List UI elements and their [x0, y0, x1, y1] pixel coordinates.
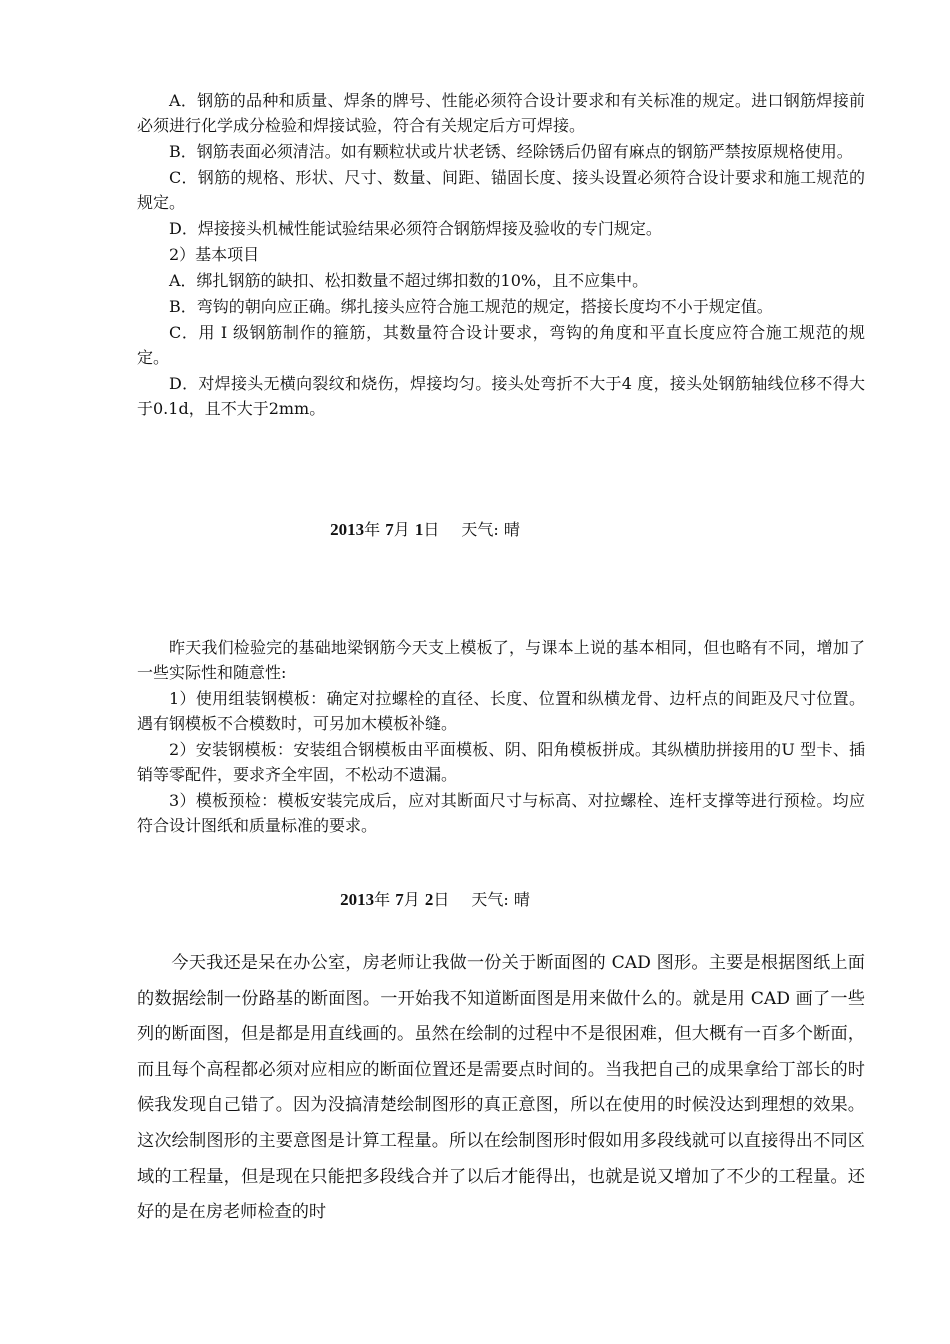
date-year-unit: 年	[364, 520, 381, 539]
paragraph: 昨天我们检验完的基础地梁钢筋今天支上模板了，与课本上说的基本相同，但也略有不同，增加了一些实际性和随意性:	[137, 638, 865, 682]
weather-value: 晴	[513, 890, 530, 909]
date-year-unit: 年	[374, 890, 391, 909]
paragraph: D．对焊接头无横向裂纹和烧伤，焊接均匀。接头处弯折不大于4 度，接头处钢筋轴线位移不得大于0.1d，且不大于2mm。	[137, 374, 865, 418]
paragraph: B．钢筋表面必须清洁。如有颗粒状或片状老锈、经除锈后仍留有麻点的钢筋严禁按原规格使用。	[169, 142, 853, 161]
cad-diary-section	[137, 946, 865, 1231]
formwork-diary-section	[137, 635, 865, 839]
date-day-unit: 日	[433, 890, 450, 909]
diary-date-heading	[0, 890, 950, 910]
date-month-unit: 月	[393, 520, 410, 539]
paragraph: 3）模板预检：模板安装完成后，应对其断面尺寸与标高、对拉螺栓、连杆支撑等进行预检。均应符合设计图纸和质量标准的要求。	[137, 791, 865, 835]
date-year: 2013	[330, 520, 365, 539]
inspection-standards-section	[137, 88, 865, 422]
paragraph: B．弯钩的朝向应正确。绑扎接头应符合施工规范的规定，搭接长度均不小于规定值。	[169, 297, 773, 316]
date-month: 7	[395, 890, 404, 909]
date-day: 1	[414, 520, 424, 539]
paragraph: 2）基本项目	[169, 245, 260, 264]
paragraph: C．用 I 级钢筋制作的箍筋，其数量符合设计要求，弯钩的角度和平直长度应符合施工规范的规定。	[137, 323, 865, 367]
date-day-unit: 日	[423, 520, 440, 539]
date-month-unit: 月	[403, 890, 420, 909]
date-day: 2	[424, 890, 434, 909]
paragraph: 1）使用组装钢模板：确定对拉螺栓的直径、长度、位置和纵横龙骨、边杆点的间距及尺寸位置。遇有钢模板不合模数时，可另加木模板补缝。	[137, 689, 865, 733]
paragraph: 2）安装钢模板：安装组合钢模板由平面模板、阴、阳角模板拼成。其纵横肋拼接用的U 型卡、插销等零配件，要求齐全牢固，不松动不遗漏。	[137, 740, 865, 784]
date-month: 7	[385, 520, 394, 539]
weather-value: 晴	[503, 520, 520, 539]
diary-date-heading	[0, 520, 950, 540]
weather-label: 天气:	[471, 890, 509, 909]
paragraph: A．钢筋的品种和质量、焊条的牌号、性能必须符合设计要求和有关标准的规定。进口钢筋焊接前必须进行化学成分检验和焊接试验，符合有关规定后方可焊接。	[137, 91, 865, 135]
paragraph: C．钢筋的规格、形状、尺寸、数量、间距、锚固长度、接头设置必须符合设计要求和施工规范的规定。	[137, 168, 865, 212]
paragraph: D．焊接接头机械性能试验结果必须符合钢筋焊接及验收的专门规定。	[169, 219, 662, 238]
weather-label: 天气:	[461, 520, 499, 539]
paragraph: A．绑扎钢筋的缺扣、松扣数量不超过绑扣数的10%，且不应集中。	[169, 271, 649, 290]
paragraph: 今天我还是呆在办公室，房老师让我做一份关于断面图的 CAD 图形。主要是根据图纸上面的数据绘制一份路基的断面图。一开始我不知道断面图是用来做什么的。就是用 CAD 画了一些列的断面图，但是都是用直线画的。虽然在绘制的过程中不是很困难，但大概有一百多个断面，而且每个高程都必须对应相应的断面位置还是需要点时间的。当我把自己的成果拿给丁部长的时候我发现自己错了。因为没搞清楚绘制图形的真正意图，所以在使用的时候没达到理想的效果。这次绘制图形的主要意图是计算工程量。所以在绘制图形时假如用多段线就可以直接得出不同区域的工程量，但是现在只能把多段线合并了以后才能得出，也就是说又增加了不少的工程量。还好的是在房老师检查的时	[137, 953, 865, 1223]
date-year: 2013	[340, 890, 375, 909]
